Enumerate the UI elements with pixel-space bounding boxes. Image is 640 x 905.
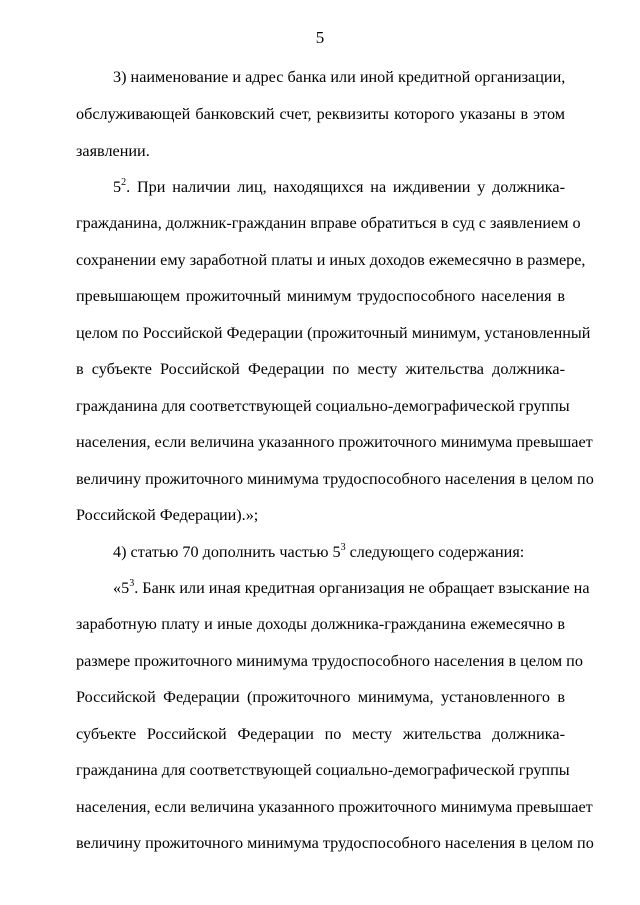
para52-line-9: величину прожиточного минимума трудоспособного населения в целом по <box>76 470 594 488</box>
item4-line <box>113 542 565 562</box>
para52-line-1-text: . При наличии лиц, находящихся на иждивении у должника- <box>126 178 565 196</box>
para52-line-6: в субъекте Российской Федерации по месту жительства должника- <box>76 360 565 378</box>
para53-line-8: величину прожиточного минимума трудоспособного населения в целом по <box>76 834 594 852</box>
para53-line-1-text: . Банк или иная кредитная организация не обращает взыскание на <box>134 579 590 597</box>
para53-line-5: субъекте Российской Федерации по месту жительства должника- <box>76 725 565 743</box>
item4-text-post: следующего содержания: <box>345 543 525 561</box>
para52-number: 5 <box>113 178 122 196</box>
item4-superscript: 3 <box>340 541 346 553</box>
para52-line-7: гражданина для соответствующей социально-демографической группы <box>76 397 570 415</box>
item3-line-2: обслуживающей банковский счет, реквизиты которого указаны в этом <box>76 105 565 123</box>
para52-line-8: населения, если величина указанного прожиточного минимума превышает <box>76 433 593 451</box>
para53-line-7: населения, если величина указанного прожиточного минимума превышает <box>76 798 593 816</box>
para53-superscript: 3 <box>129 577 135 589</box>
para53-number: «5 <box>113 579 130 597</box>
item3-line-3: заявлении. <box>76 142 150 160</box>
para52-line-5: целом по Российской Федерации (прожиточный минимум, установленный <box>76 324 591 342</box>
para52-line-4: превышающем прожиточный минимум трудоспособного населения в <box>76 287 565 305</box>
para52-line-1 <box>113 177 565 197</box>
item4-text-pre: 4) статью 70 дополнить частью 5 <box>113 543 341 561</box>
para52-line-3: сохранении ему заработной платы и иных доходов ежемесячно в размере, <box>76 251 586 269</box>
para52-line-2: гражданина, должник-гражданин вправе обратиться в суд с заявлением о <box>76 214 581 232</box>
page-number: 5 <box>315 28 325 47</box>
para52-superscript: 2 <box>121 176 127 188</box>
para53-line-6: гражданина для соответствующей социально-демографической группы <box>76 761 570 779</box>
para53-line-4: Российской Федерации (прожиточного минимума, установленного в <box>76 688 565 706</box>
para53-line-3: размере прожиточного минимума трудоспособного населения в целом по <box>76 652 583 670</box>
item3-line-1: 3) наименование и адрес банка или иной кредитной организации, <box>113 68 566 86</box>
para52-line-10: Российской Федерации).»; <box>76 506 259 524</box>
para53-line-1 <box>113 577 590 598</box>
para53-line-2: заработную плату и иные доходы должника-гражданина ежемесячно в <box>76 615 565 633</box>
